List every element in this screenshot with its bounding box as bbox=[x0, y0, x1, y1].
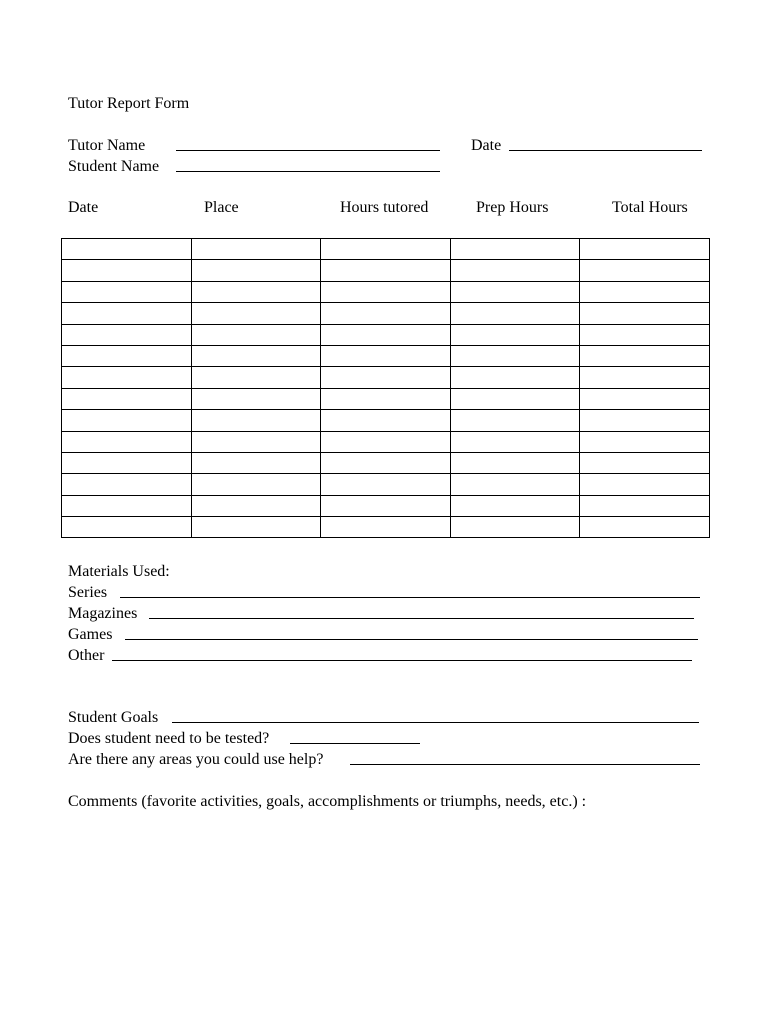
student-name-label: Student Name bbox=[68, 158, 160, 175]
table-cell-hours-tutored[interactable] bbox=[321, 239, 451, 260]
table-cell-prep-hours[interactable] bbox=[450, 452, 580, 473]
tested-question: Does student need to be tested? bbox=[68, 730, 270, 747]
table-cell-hours-tutored[interactable] bbox=[321, 303, 451, 324]
table-cell-total-hours[interactable] bbox=[580, 303, 710, 324]
table-cell-place[interactable] bbox=[191, 260, 321, 281]
table-cell-place[interactable] bbox=[191, 452, 321, 473]
table-cell-total-hours[interactable] bbox=[580, 345, 710, 366]
table-cell-hours-tutored[interactable] bbox=[321, 345, 451, 366]
table-cell-date[interactable] bbox=[62, 324, 192, 345]
table-cell-total-hours[interactable] bbox=[580, 410, 710, 431]
table-row bbox=[62, 303, 710, 324]
table-row bbox=[62, 388, 710, 409]
table-cell-hours-tutored[interactable] bbox=[321, 281, 451, 302]
table-cell-date[interactable] bbox=[62, 239, 192, 260]
table-row bbox=[62, 410, 710, 431]
table-cell-total-hours[interactable] bbox=[580, 281, 710, 302]
table-row bbox=[62, 474, 710, 495]
column-header-hours-tutored: Hours tutored bbox=[340, 199, 429, 216]
table-cell-prep-hours[interactable] bbox=[450, 495, 580, 516]
table-row bbox=[62, 324, 710, 345]
table-cell-date[interactable] bbox=[62, 431, 192, 452]
magazines-label: Magazines bbox=[68, 605, 138, 622]
table-cell-hours-tutored[interactable] bbox=[321, 495, 451, 516]
table-cell-date[interactable] bbox=[62, 303, 192, 324]
table-cell-prep-hours[interactable] bbox=[450, 260, 580, 281]
table-row bbox=[62, 431, 710, 452]
table-cell-prep-hours[interactable] bbox=[450, 410, 580, 431]
table-cell-total-hours[interactable] bbox=[580, 474, 710, 495]
column-header-prep-hours: Prep Hours bbox=[476, 199, 549, 216]
table-cell-place[interactable] bbox=[191, 388, 321, 409]
games-label: Games bbox=[68, 626, 113, 643]
table-cell-hours-tutored[interactable] bbox=[321, 367, 451, 388]
table-cell-total-hours[interactable] bbox=[580, 517, 710, 538]
table-cell-total-hours[interactable] bbox=[580, 260, 710, 281]
table-cell-total-hours[interactable] bbox=[580, 324, 710, 345]
form-title: Tutor Report Form bbox=[68, 95, 190, 112]
table-cell-date[interactable] bbox=[62, 260, 192, 281]
table-cell-total-hours[interactable] bbox=[580, 495, 710, 516]
date-field[interactable] bbox=[509, 150, 702, 151]
column-header-date: Date bbox=[68, 199, 99, 216]
table-cell-prep-hours[interactable] bbox=[450, 345, 580, 366]
table-cell-total-hours[interactable] bbox=[580, 388, 710, 409]
column-header-place: Place bbox=[204, 199, 239, 216]
table-cell-date[interactable] bbox=[62, 495, 192, 516]
table-cell-date[interactable] bbox=[62, 517, 192, 538]
table-cell-total-hours[interactable] bbox=[580, 239, 710, 260]
help-question: Are there any areas you could use help? bbox=[68, 751, 324, 768]
table-row bbox=[62, 345, 710, 366]
table-row bbox=[62, 517, 710, 538]
date-label: Date bbox=[471, 137, 502, 154]
series-label: Series bbox=[68, 584, 108, 601]
table-row bbox=[62, 495, 710, 516]
games-field[interactable] bbox=[125, 639, 698, 640]
table-row bbox=[62, 367, 710, 388]
table-cell-prep-hours[interactable] bbox=[450, 324, 580, 345]
tutor-name-label: Tutor Name bbox=[68, 137, 146, 154]
materials-heading: Materials Used: bbox=[68, 563, 170, 580]
comments-label: Comments (favorite activities, goals, accomplishments or triumphs, needs, etc.) : bbox=[68, 793, 587, 810]
table-row bbox=[62, 281, 710, 302]
table-cell-place[interactable] bbox=[191, 495, 321, 516]
table-cell-hours-tutored[interactable] bbox=[321, 431, 451, 452]
table-cell-prep-hours[interactable] bbox=[450, 239, 580, 260]
tested-field[interactable] bbox=[290, 743, 420, 744]
table-cell-total-hours[interactable] bbox=[580, 431, 710, 452]
table-cell-date[interactable] bbox=[62, 452, 192, 473]
table-cell-prep-hours[interactable] bbox=[450, 431, 580, 452]
table-cell-place[interactable] bbox=[191, 431, 321, 452]
table-cell-total-hours[interactable] bbox=[580, 367, 710, 388]
table-cell-date[interactable] bbox=[62, 410, 192, 431]
table-cell-prep-hours[interactable] bbox=[450, 517, 580, 538]
student-goals-label: Student Goals bbox=[68, 709, 159, 726]
table-row bbox=[62, 260, 710, 281]
table-cell-place[interactable] bbox=[191, 324, 321, 345]
other-field[interactable] bbox=[112, 660, 692, 661]
table-cell-place[interactable] bbox=[191, 410, 321, 431]
table-cell-date[interactable] bbox=[62, 474, 192, 495]
table-cell-prep-hours[interactable] bbox=[450, 303, 580, 324]
table-cell-date[interactable] bbox=[62, 281, 192, 302]
table-cell-place[interactable] bbox=[191, 239, 321, 260]
magazines-field[interactable] bbox=[149, 618, 694, 619]
table-cell-place[interactable] bbox=[191, 474, 321, 495]
other-label: Other bbox=[68, 647, 105, 664]
table-row bbox=[62, 239, 710, 260]
series-field[interactable] bbox=[120, 597, 700, 598]
table-cell-total-hours[interactable] bbox=[580, 452, 710, 473]
table-cell-prep-hours[interactable] bbox=[450, 388, 580, 409]
student-goals-field[interactable] bbox=[172, 722, 699, 723]
table-row bbox=[62, 452, 710, 473]
column-header-total-hours: Total Hours bbox=[612, 199, 688, 216]
table-cell-hours-tutored[interactable] bbox=[321, 324, 451, 345]
table-cell-place[interactable] bbox=[191, 303, 321, 324]
hours-log-table bbox=[61, 238, 710, 538]
table-cell-hours-tutored[interactable] bbox=[321, 517, 451, 538]
student-name-field[interactable] bbox=[176, 171, 440, 172]
help-field[interactable] bbox=[350, 764, 700, 765]
table-cell-hours-tutored[interactable] bbox=[321, 474, 451, 495]
table-cell-date[interactable] bbox=[62, 388, 192, 409]
table-cell-hours-tutored[interactable] bbox=[321, 410, 451, 431]
table-cell-prep-hours[interactable] bbox=[450, 474, 580, 495]
table-cell-place[interactable] bbox=[191, 517, 321, 538]
table-cell-hours-tutored[interactable] bbox=[321, 388, 451, 409]
table-cell-date[interactable] bbox=[62, 367, 192, 388]
table-cell-place[interactable] bbox=[191, 281, 321, 302]
table-cell-prep-hours[interactable] bbox=[450, 367, 580, 388]
table-cell-date[interactable] bbox=[62, 345, 192, 366]
tutor-name-field[interactable] bbox=[176, 150, 440, 151]
table-cell-prep-hours[interactable] bbox=[450, 281, 580, 302]
table-cell-place[interactable] bbox=[191, 345, 321, 366]
table-cell-hours-tutored[interactable] bbox=[321, 260, 451, 281]
table-cell-hours-tutored[interactable] bbox=[321, 452, 451, 473]
table-cell-place[interactable] bbox=[191, 367, 321, 388]
